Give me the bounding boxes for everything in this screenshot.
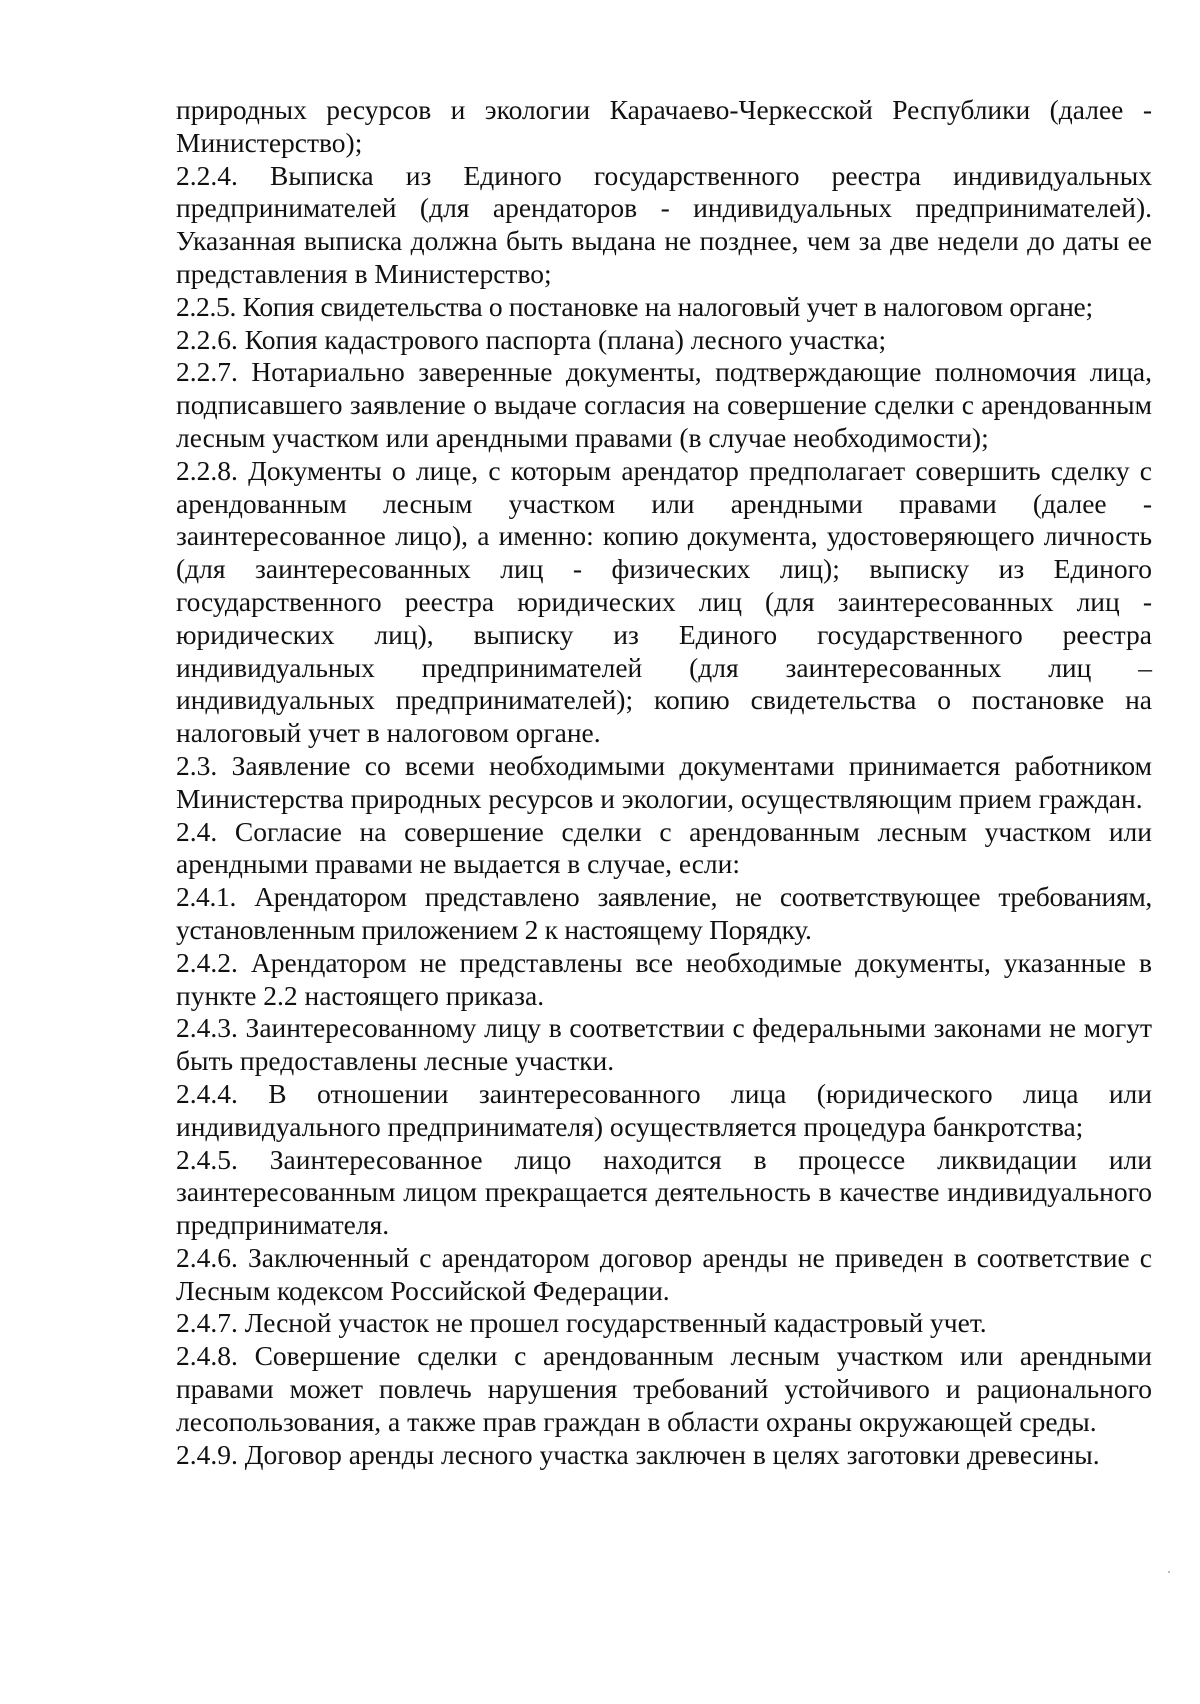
paragraph-2-2-5: 2.2.5. Копия свидетельства о постановке на налоговый учет в налоговом органе; bbox=[176, 290, 1093, 322]
paragraph-2-3: 2.3. Заявление со всеми необходимыми документами принимается работником Министерства природных ресурсов и экологии, осуществляющим прием граждан. bbox=[176, 749, 1152, 814]
paragraph-2-4-9: 2.4.9. Договор аренды лесного участка заключен в целях заготовки древесины. bbox=[176, 1438, 1100, 1470]
scan-speck bbox=[1168, 1571, 1170, 1573]
paragraph-ministry-continuation: природных ресурсов и экологии Карачаево-Черкесской Республики (далее - Министерство); bbox=[176, 94, 1152, 158]
paragraph-2-2-8: 2.2.8. Документы о лице, с которым арендатор предполагает совершить сделку с арендованным лесным участком или арендными правами (далее - заинтересованное лицо), а именно: копию документа, удостоверяющего личность (для заинтересованных лиц - физических лиц); выписку из Единого государственного реестра юридических лиц (для заинтересованных лиц - юридических лиц), выписку из Единого государственного реестра индивидуальных предпринимателей (для заинтересованных лиц – индивидуальных предпринимателей); копию свидетельства о постановке на налоговый учет в налоговом органе. bbox=[176, 454, 1152, 749]
paragraph-2-4: 2.4. Согласие на совершение сделки с арендованным лесным участком или арендными правами не выдается в случае, если: bbox=[176, 815, 1152, 880]
paragraph-2-4-2: 2.4.2. Арендатором не представлены все необходимые документы, указанные в пункте 2.2 настоящего приказа. bbox=[176, 946, 1152, 1011]
paragraph-2-4-6: 2.4.6. Заключенный с арендатором договор аренды не приведен в соответствие с Лесным кодексом Российской Федерации. bbox=[176, 1241, 1152, 1306]
paragraph-2-2-4: 2.2.4. Выписка из Единого государственного реестра индивидуальных предпринимателей (для арендаторов - индивидуальных предпринимателей). Указанная выписка должна быть выдана не позднее, чем за две недели до даты ее представления в Министерство; bbox=[176, 159, 1152, 289]
document-body bbox=[176, 94, 1152, 1471]
paragraph-2-4-4: 2.4.4. В отношении заинтересованного лица (юридического лица или индивидуального предпринимателя) осуществляется процедура банкротства; bbox=[176, 1077, 1152, 1142]
paragraph-2-4-5: 2.4.5. Заинтересованное лицо находится в процессе ликвидации или заинтересованным лицом прекращается деятельность в качестве индивидуального предпринимателя. bbox=[176, 1143, 1152, 1241]
paragraph-2-4-1: 2.4.1. Арендатором представлено заявление, не соответствующее требованиям, установленным приложением 2 к настоящему Порядку. bbox=[176, 881, 1152, 945]
paragraph-2-2-7: 2.2.7. Нотариально заверенные документы, подтверждающие полномочия лица, подписавшего заявление о выдаче согласия на совершение сделки с арендованным лесным участком или арендными правами (в случае необходимости); bbox=[176, 356, 1152, 453]
paragraph-2-4-7: 2.4.7. Лесной участок не прошел государственный кадастровый учет. bbox=[176, 1307, 987, 1339]
paragraph-2-2-6: 2.2.6. Копия кадастрового паспорта (плана) лесного участка; bbox=[176, 323, 887, 355]
paragraph-2-4-8: 2.4.8. Совершение сделки с арендованным лесным участком или арендными правами может повлечь нарушения требований устойчивого и рационального лесопользования, а также прав граждан в области охраны окружающей среды. bbox=[176, 1340, 1152, 1437]
paragraph-2-4-3: 2.4.3. Заинтересованному лицу в соответствии с федеральными законами не могут быть предоставлены лесные участки. bbox=[176, 1012, 1152, 1077]
